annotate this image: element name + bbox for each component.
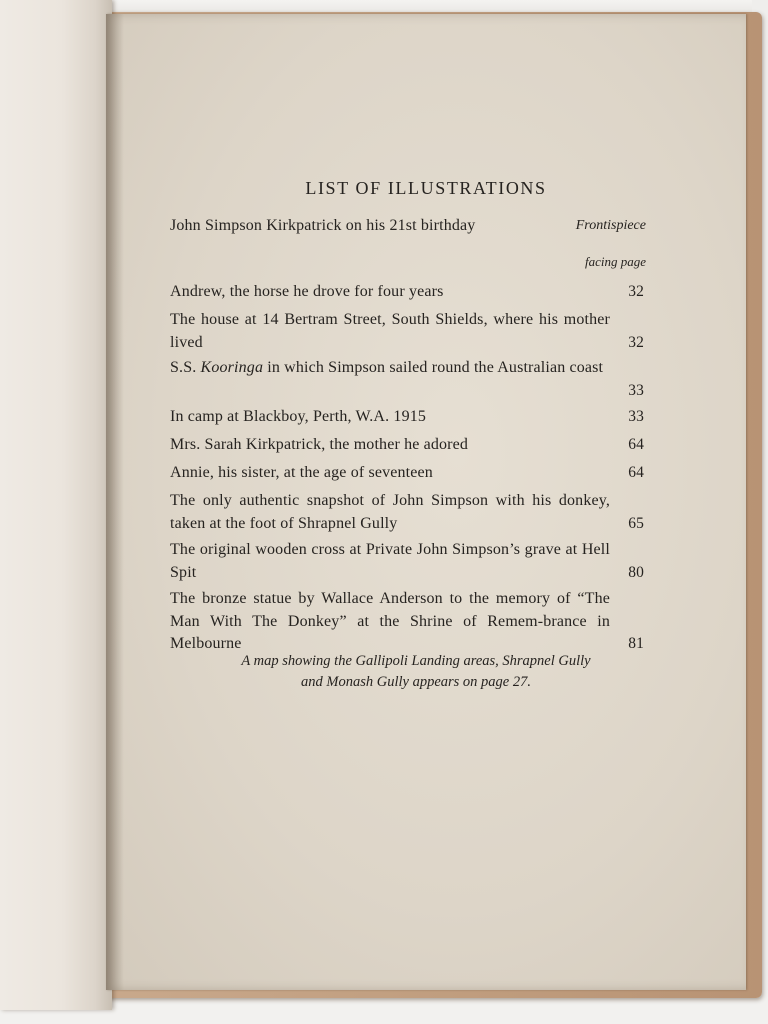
list-item-caption: [170, 357, 610, 380]
list-item-page: 33: [628, 381, 644, 399]
left-page: [0, 0, 112, 1010]
list-item-page: 32: [628, 283, 644, 300]
frontispiece-caption: John Simpson Kirkpatrick on his 21st birthday: [170, 217, 476, 234]
ship-name: Kooringa: [200, 359, 264, 376]
book-page: [106, 14, 746, 990]
list-item-caption: Andrew, the horse he drove for four years: [170, 283, 444, 300]
list-item-page: 80: [628, 563, 644, 581]
list-item-caption: Mrs. Sarah Kirkpatrick, the mother he adored: [170, 436, 469, 453]
list-item-page: 64: [628, 436, 644, 453]
frontispiece-label: Frontispiece: [575, 218, 646, 233]
caption-prefix: S.S.: [170, 359, 201, 376]
list-item-caption: The bronze statue by Wallace Anderson to the memory of “The Man With The Donkey” at the Shrine of Remem-brance in Melbourne: [170, 590, 610, 652]
list-item-page: 33: [628, 408, 644, 425]
list-item-caption: The house at 14 Bertram Street, South Shields, where his mother lived: [170, 311, 610, 351]
list-item-caption: Annie, his sister, at the age of seventeen: [170, 464, 433, 481]
list-item-caption: In camp at Blackboy, Perth, W.A. 1915: [170, 408, 427, 425]
list-item-page: 64: [628, 464, 644, 481]
page-title: LIST OF ILLUSTRATIONS: [305, 178, 547, 198]
page-content: [106, 14, 746, 990]
caption-suffix: in which Simpson sailed round the Australian coast: [263, 359, 604, 376]
list-item-page: 81: [628, 635, 644, 652]
list-item-caption: The only authentic snapshot of John Simpson with his donkey, taken at the foot of Shrapnel Gully: [170, 492, 610, 532]
facing-page-label: facing page: [584, 254, 646, 269]
list-item-page: 65: [628, 514, 644, 532]
list-item-page: 32: [628, 333, 644, 351]
map-note: A map showing the Gallipoli Landing areas, Shrapnel Gully and Monash Gully appears on page 27.: [241, 653, 591, 690]
list-item-caption: The original wooden cross at Private John Simpson’s grave at Hell Spit: [170, 541, 610, 581]
